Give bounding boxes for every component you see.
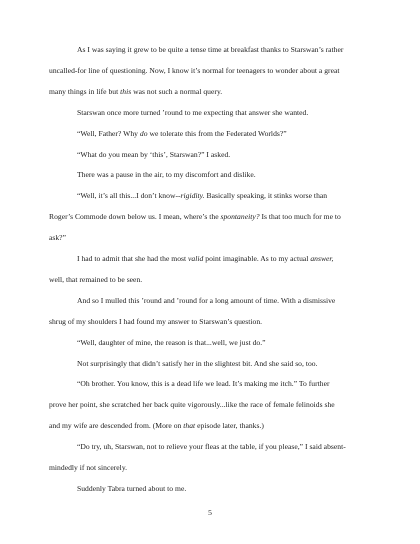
text-line: uncalled-for line of questioning. Now, I know it’s normal for teenagers to wonder about a great — [49, 65, 340, 75]
text-line: There was a pause in the air, to my discomfort and dislike. — [77, 170, 256, 180]
text-line: shrug of my shoulders I had found my answer to Starswan’s question. — [49, 316, 263, 326]
text-line: I had to admit that she had the most valid point imaginable. As to my actual answer, — [77, 254, 334, 263]
text-line: Starswan once more turned ’round to me expecting that answer she wanted. — [77, 107, 309, 117]
page-number: 5 — [208, 508, 212, 517]
text-line: “Well, it’s all this...I don’t know--rigidity. Basically speaking, it stinks worse than — [77, 191, 328, 201]
text-line: many things in life but this was not such a normal query. — [49, 86, 223, 96]
text-line: mindedly if not sincerely. — [49, 463, 128, 472]
text-line: ask?” — [49, 233, 66, 243]
text-line: and my wife are descended from. (More on that episode later, thanks.) — [49, 421, 264, 431]
text-line: Suddenly Tabra turned about to me. — [77, 483, 187, 493]
text-line: “Oh brother. You know, this is a dead life we lead. It’s making me itch.” To further — [77, 379, 330, 389]
text-line: As I was saying it grew to be quite a tense time at breakfast thanks to Starswan’s rather — [77, 45, 344, 54]
text-line: well, that remained to be seen. — [49, 274, 143, 284]
text-line: Not surprisingly that didn’t satisfy her in the slightest bit. And she said so, too. — [77, 358, 318, 368]
text-line: Roger’s Commode down below us. I mean, where’s the spontaneity? Is that too much for me to — [49, 212, 341, 222]
text-line: And so I mulled this ’round and ’round for a long amount of time. With a dismissive — [77, 295, 336, 305]
text-line: “Well, Father? Why do we tolerate this from the Federated Worlds?” — [77, 128, 287, 138]
text-line: prove her point, she scratched her back quite vigorously...like the race of female felinoids she — [49, 400, 335, 410]
text-line: “Do try, uh, Starswan, not to relieve your fleas at the table, if you please,” I said absent- — [77, 442, 346, 452]
text-line: “What do you mean by ‘this’, Starswan?” I asked. — [77, 149, 231, 159]
text-line: “Well, daughter of mine, the reason is that...well, we just do.” — [77, 337, 266, 347]
